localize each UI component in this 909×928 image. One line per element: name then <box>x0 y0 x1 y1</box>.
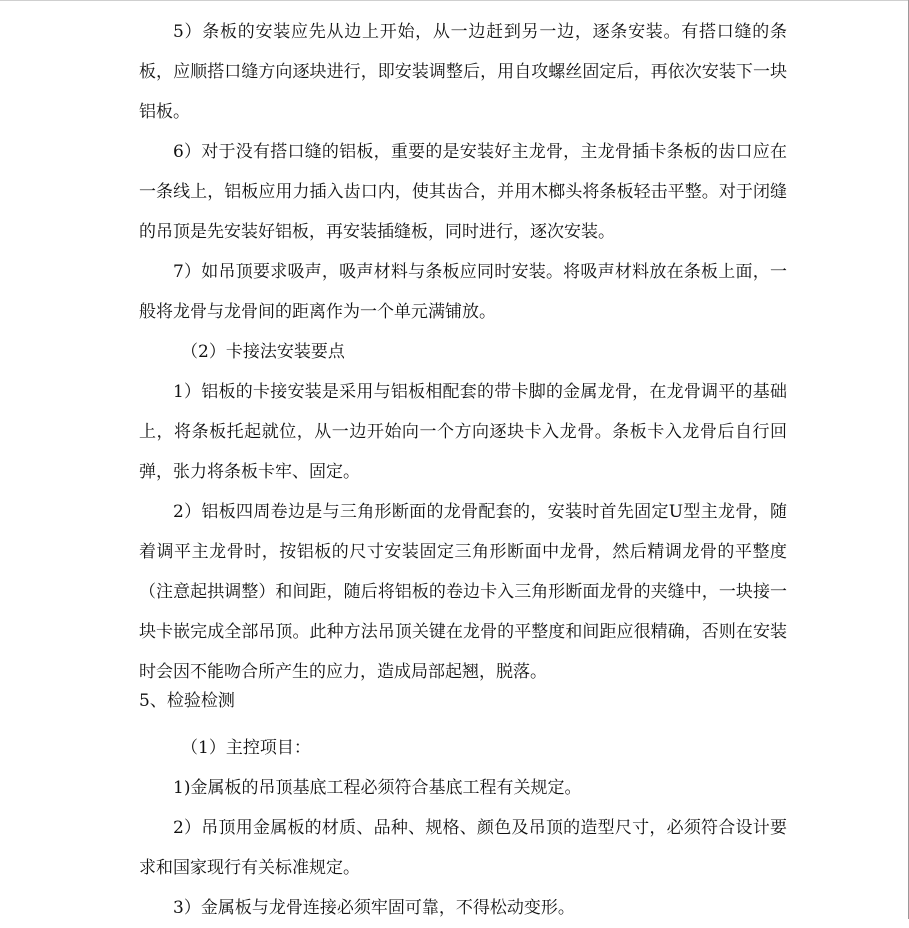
document-page <box>139 12 787 928</box>
inspection-item-3: 3）金属板与龙骨连接必须牢固可靠，不得松动变形。 <box>173 898 575 918</box>
inspection-item-2: 2）吊顶用金属板的材质、品种、规格、颜色及吊顶的造型尺寸，必须符合设计要求和国家现行有关标准规定。 <box>139 818 787 878</box>
subheading-main-items: （1）主控项目： <box>181 738 311 758</box>
paragraph-step-7: 7）如吊顶要求吸声，吸声材料与条板应同时安装。将吸声材料放在条板上面，一般将龙骨与龙骨间的距离作为一个单元满铺放。 <box>139 262 787 322</box>
section-heading-inspection: 5、检验检测 <box>139 691 235 711</box>
paragraph-clip-step-2: 2）铝板四周卷边是与三角形断面的龙骨配套的，安装时首先固定U型主龙骨，随着调平主龙骨时，按铝板的尺寸安装固定三角形断面中龙骨，然后精调龙骨的平整度（注意起拱调整）和间距，随后将铝板的卷边卡入三角形断面龙骨的夹缝中，一块接一块卡嵌完成全部吊顶。此种方法吊顶关键在龙骨的平整度和间距应很精确，否则在安装时会因不能吻合所产生的应力，造成局部起翘，脱落。 <box>139 502 787 682</box>
page-top-border <box>0 0 909 1</box>
subheading-clip-install: （2）卡接法安装要点 <box>181 342 345 362</box>
paragraph-clip-step-1: 1）铝板的卡接安装是采用与铝板相配套的带卡脚的金属龙骨，在龙骨调平的基础上，将条板托起就位，从一边开始向一个方向逐块卡入龙骨。条板卡入龙骨后自行回弹，张力将条板卡牢、固定。 <box>139 382 787 482</box>
paragraph-step-5: 5）条板的安装应先从边上开始，从一边赶到另一边，逐条安装。有搭口缝的条板，应顺搭口缝方向逐块进行，即安装调整后，用自攻螺丝固定后，再依次安装下一块铝板。 <box>139 22 787 122</box>
inspection-item-1: 1)金属板的吊顶基底工程必须符合基底工程有关规定。 <box>173 778 582 798</box>
paragraph-step-6: 6）对于没有搭口缝的铝板，重要的是安装好主龙骨，主龙骨插卡条板的齿口应在一条线上，铝板应用力插入齿口内，使其齿合，并用木榔头将条板轻击平整。对于闭缝的吊顶是先安装好铝板，再安装插缝板，同时进行，逐次安装。 <box>139 142 787 242</box>
